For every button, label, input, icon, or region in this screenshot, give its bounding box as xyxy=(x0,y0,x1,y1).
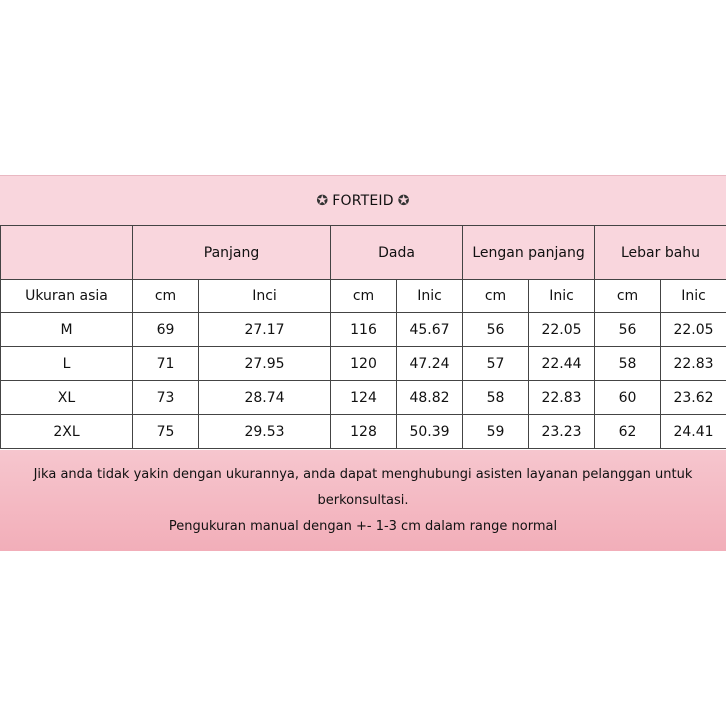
value-cell: 22.44 xyxy=(529,347,595,381)
value-cell: 23.62 xyxy=(661,381,726,415)
size-cell: L xyxy=(1,347,133,381)
brand-title: FORTEID xyxy=(332,193,394,209)
value-cell: 45.67 xyxy=(397,313,463,347)
value-cell: 128 xyxy=(331,415,397,449)
size-cell: 2XL xyxy=(1,415,133,449)
value-cell: 69 xyxy=(133,313,199,347)
note-line: Jika anda tidak yakin dengan ukurannya, anda dapat menghubungi asisten layanan pelanggan untuk xyxy=(33,466,693,482)
size-cell: XL xyxy=(1,381,133,415)
unit-header: cm xyxy=(595,280,661,313)
value-cell: 75 xyxy=(133,415,199,449)
value-cell: 116 xyxy=(331,313,397,347)
group-header: Dada xyxy=(331,226,463,280)
value-cell: 22.83 xyxy=(661,347,726,381)
table-row xyxy=(1,415,726,449)
value-cell: 22.83 xyxy=(529,381,595,415)
value-cell: 124 xyxy=(331,381,397,415)
value-cell: 58 xyxy=(595,347,661,381)
value-cell: 50.39 xyxy=(397,415,463,449)
value-cell: 29.53 xyxy=(199,415,331,449)
empty-header-cell xyxy=(1,226,133,280)
group-header: Lebar bahu xyxy=(595,226,726,280)
note-line: Pengukuran manual dengan +- 1-3 cm dalam range normal xyxy=(168,518,558,534)
note-band xyxy=(0,450,726,551)
value-cell: 23.23 xyxy=(529,415,595,449)
size-table xyxy=(0,225,726,449)
value-cell: 73 xyxy=(133,381,199,415)
title-band xyxy=(0,175,726,226)
size-chart xyxy=(0,175,726,551)
group-header-row xyxy=(1,226,726,280)
note-line: berkonsultasi. xyxy=(317,492,409,508)
value-cell: 60 xyxy=(595,381,661,415)
unit-header: cm xyxy=(331,280,397,313)
value-cell: 22.05 xyxy=(529,313,595,347)
table-row xyxy=(1,313,726,347)
table-row xyxy=(1,347,726,381)
value-cell: 22.05 xyxy=(661,313,726,347)
value-cell: 58 xyxy=(463,381,529,415)
unit-header: Inci xyxy=(199,280,331,313)
size-header: Ukuran asia xyxy=(1,280,133,313)
value-cell: 27.95 xyxy=(199,347,331,381)
value-cell: 47.24 xyxy=(397,347,463,381)
unit-header: Inic xyxy=(397,280,463,313)
table-row xyxy=(1,381,726,415)
value-cell: 48.82 xyxy=(397,381,463,415)
value-cell: 62 xyxy=(595,415,661,449)
value-cell: 24.41 xyxy=(661,415,726,449)
unit-header-row xyxy=(1,280,726,313)
value-cell: 56 xyxy=(595,313,661,347)
value-cell: 57 xyxy=(463,347,529,381)
group-header: Panjang xyxy=(133,226,331,280)
star-icon: ✪ xyxy=(316,193,329,209)
value-cell: 28.74 xyxy=(199,381,331,415)
value-cell: 59 xyxy=(463,415,529,449)
value-cell: 27.17 xyxy=(199,313,331,347)
group-header: Lengan panjang xyxy=(463,226,595,280)
unit-header: cm xyxy=(463,280,529,313)
value-cell: 56 xyxy=(463,313,529,347)
value-cell: 120 xyxy=(331,347,397,381)
unit-header: cm xyxy=(133,280,199,313)
size-cell: M xyxy=(1,313,133,347)
star-icon: ✪ xyxy=(397,193,410,209)
value-cell: 71 xyxy=(133,347,199,381)
unit-header: Inic xyxy=(661,280,726,313)
unit-header: Inic xyxy=(529,280,595,313)
